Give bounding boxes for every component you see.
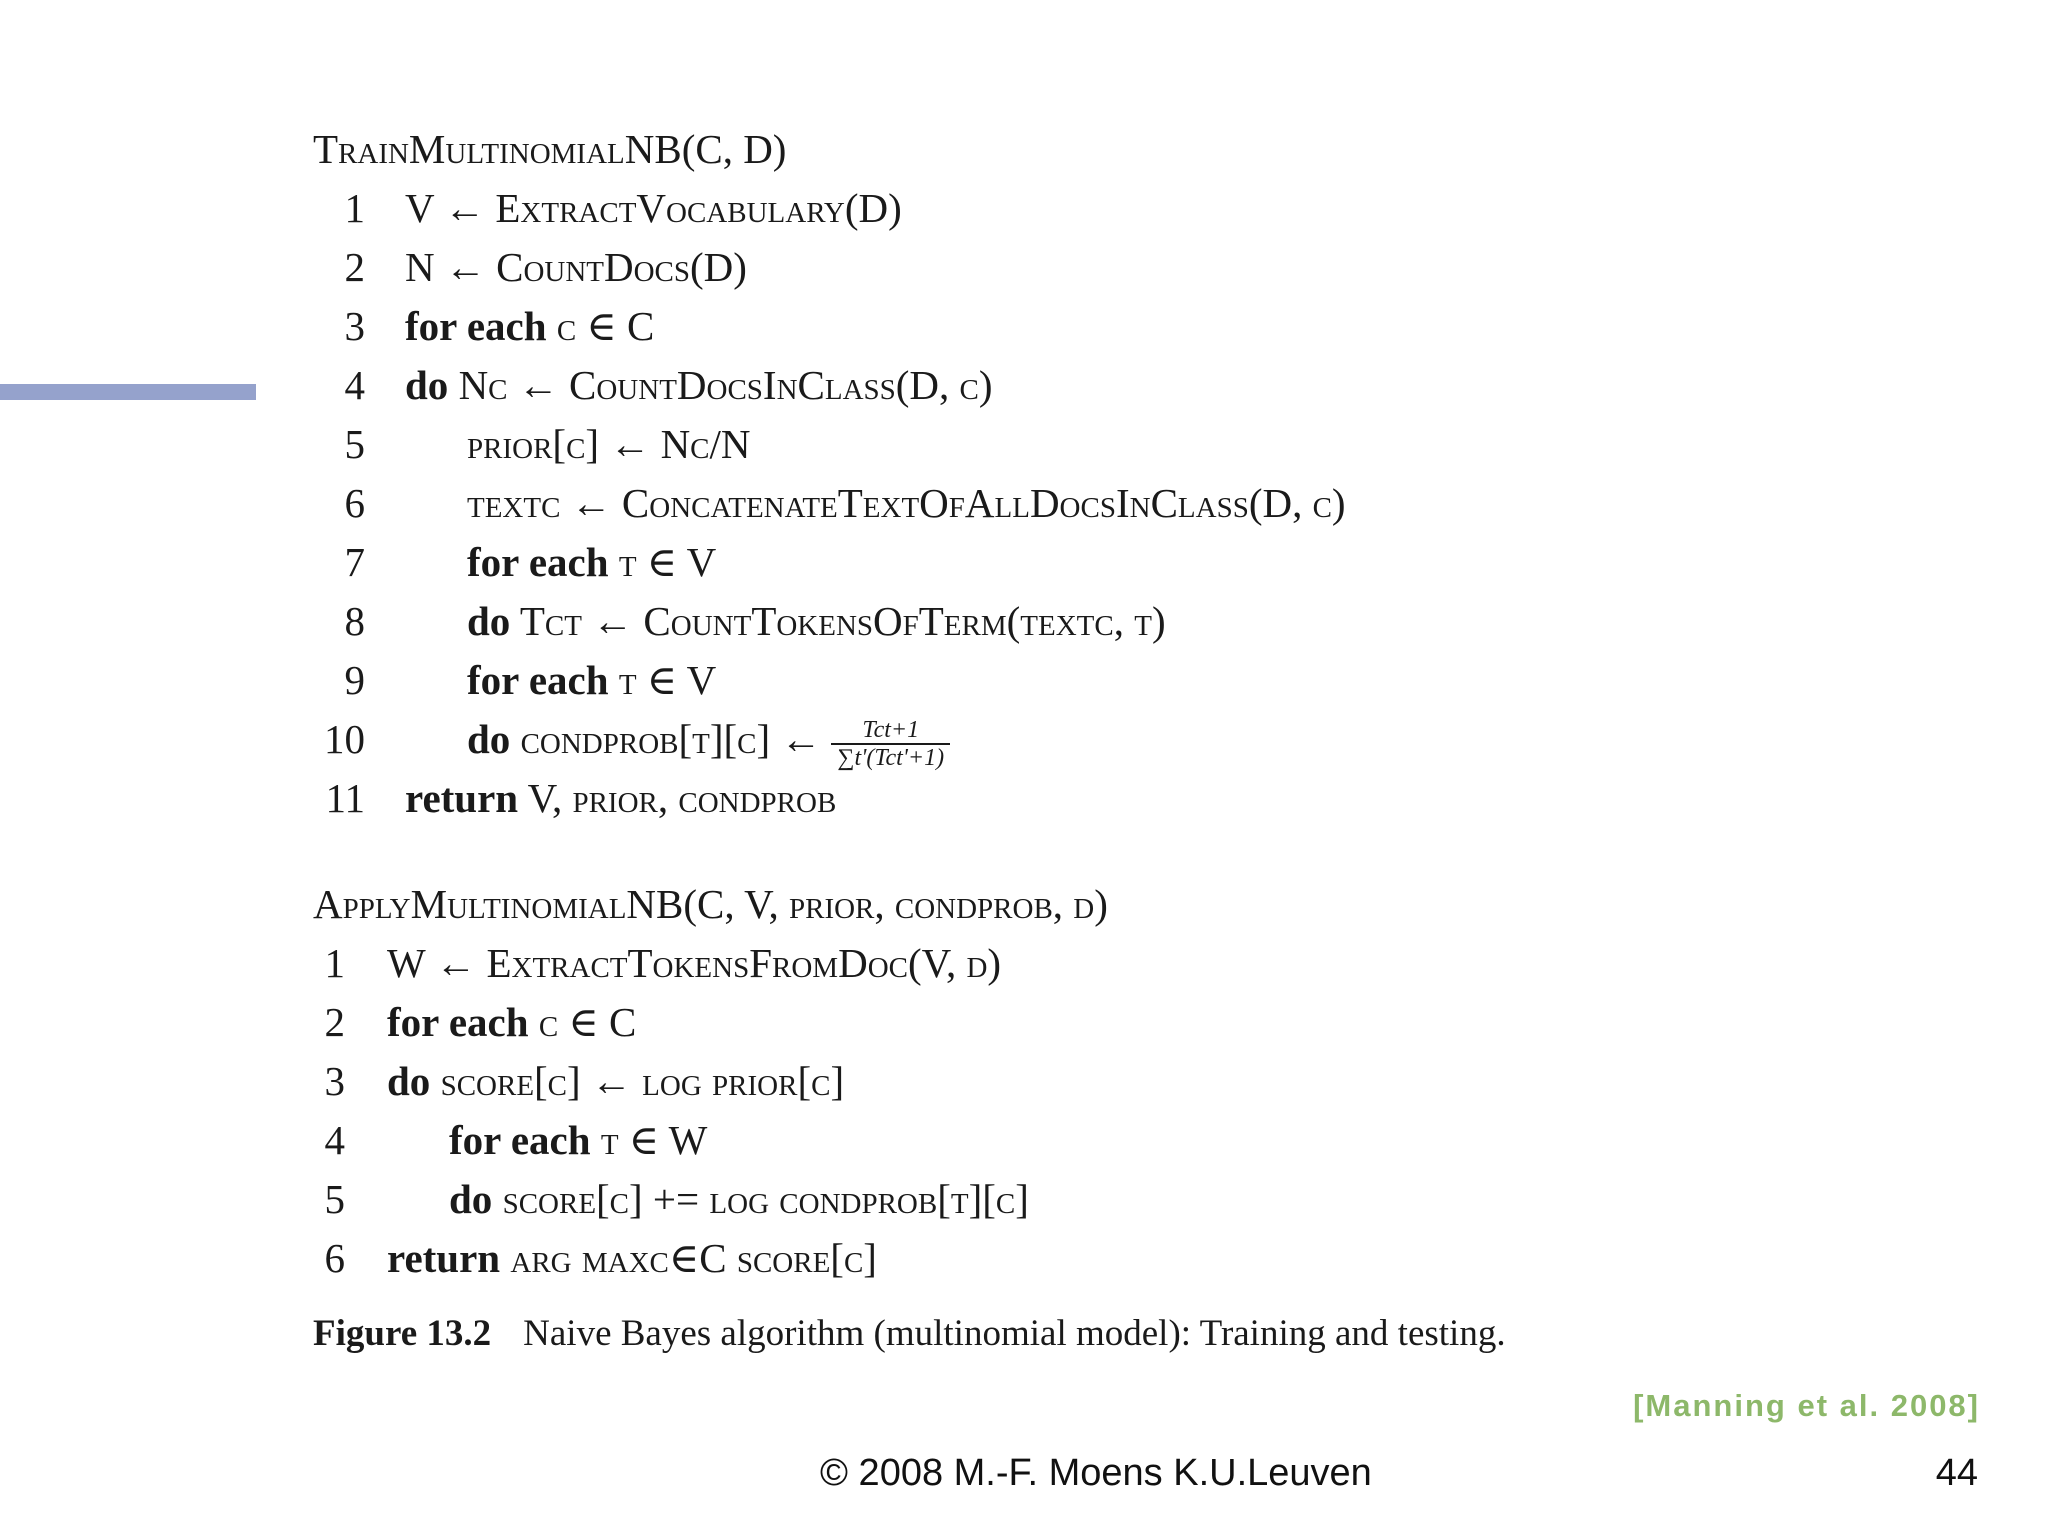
train-lines	[313, 179, 1346, 828]
line-number: 5	[344, 421, 365, 467]
figure-caption	[313, 1312, 1506, 1355]
train-line-7	[313, 533, 786, 592]
code-text	[405, 179, 902, 238]
accent-bar	[0, 384, 256, 400]
line-number: 6	[344, 480, 365, 526]
train-line-11	[313, 769, 837, 828]
code-text	[405, 297, 654, 356]
apply-line-4	[313, 1111, 1108, 1170]
line-number: 1	[344, 185, 365, 231]
apply-line-6	[313, 1229, 1108, 1288]
line-number: 5	[324, 1176, 345, 1222]
code-text	[467, 710, 950, 771]
line-number: 2	[344, 244, 365, 290]
apply-line-1	[313, 934, 1108, 993]
line-number: 4	[324, 1117, 345, 1163]
code-text	[387, 993, 636, 1052]
apply-heading: ApplyMultinomialNB(C, V, prior, condprob, d)	[313, 881, 1108, 927]
train-line-4	[313, 356, 993, 415]
line-number: 3	[344, 303, 365, 349]
line-number: 9	[344, 657, 365, 703]
footer-copyright: © 2008 M.-F. Moens K.U.Leuven	[820, 1452, 1372, 1494]
statement: c ∈ C	[528, 999, 637, 1045]
statement: Nc ← CountDocsInClass(D, c)	[448, 362, 993, 408]
statement: textc ← ConcatenateTextOfAllDocsInClass(D, c)	[467, 480, 1346, 526]
code-text	[467, 592, 1166, 651]
line-number: 4	[344, 362, 365, 408]
keyword: do	[387, 1058, 431, 1104]
statement: N ← CountDocs(D)	[405, 244, 747, 290]
condprob-fraction	[831, 717, 950, 771]
apply-lines	[313, 934, 1108, 1288]
code-text	[467, 533, 716, 592]
line-number: 7	[344, 539, 365, 585]
keyword: do	[467, 716, 511, 762]
train-algorithm	[313, 120, 1346, 828]
citation: [Manning et al. 2008]	[1633, 1388, 1980, 1423]
code-text	[467, 651, 716, 710]
statement: t ∈ W	[590, 1117, 708, 1163]
page-number: 44	[1935, 1452, 1978, 1494]
code-text	[387, 1052, 844, 1111]
train-line-1	[313, 179, 902, 238]
keyword: for each	[405, 303, 547, 349]
statement: score[c] += log condprob[t][c]	[492, 1176, 1029, 1222]
statement: V, prior, condprob	[518, 775, 837, 821]
statement: arg maxc∈C score[c]	[500, 1235, 877, 1281]
keyword: do	[405, 362, 449, 408]
code-text	[449, 1111, 707, 1170]
code-text	[405, 238, 747, 297]
line-number: 2	[324, 999, 345, 1045]
line-number: 1	[324, 940, 345, 986]
statement: c ∈ C	[546, 303, 655, 349]
keyword: do	[467, 598, 511, 644]
keyword: for each	[467, 539, 609, 585]
keyword: return	[387, 1235, 501, 1281]
fraction-denominator: ∑t'(Tct'+1)	[837, 744, 945, 771]
line-number: 8	[344, 598, 365, 644]
line-number: 6	[324, 1235, 345, 1281]
fraction-numerator: Tct+1	[831, 717, 950, 745]
code-text	[387, 934, 1001, 993]
line-number: 11	[325, 775, 365, 821]
apply-algorithm	[313, 875, 1108, 1288]
train-line-10	[313, 710, 945, 771]
statement: Tct ← CountTokensOfTerm(textc, t)	[510, 598, 1166, 644]
train-line-2	[313, 238, 786, 297]
code-text	[405, 356, 993, 415]
keyword: for each	[467, 657, 609, 703]
code-text	[449, 1170, 1029, 1229]
statement: prior[c] ← Nc/N	[467, 421, 751, 467]
apply-line-2	[313, 993, 1108, 1052]
statement: score[c] ← log prior[c]	[430, 1058, 845, 1104]
statement: W ← ExtractTokensFromDoc(V, d)	[387, 940, 1002, 986]
statement: condprob[t][c] ←	[510, 716, 822, 762]
statement: t ∈ V	[608, 539, 717, 585]
code-text	[467, 474, 1346, 533]
train-heading: TrainMultinomialNB(C, D)	[313, 126, 787, 172]
apply-line-5	[313, 1170, 1108, 1229]
figure-caption-text: Naive Bayes algorithm (multinomial model): Training and testing.	[523, 1313, 1506, 1354]
train-line-3	[313, 297, 786, 356]
keyword: for each	[387, 999, 529, 1045]
code-text	[405, 769, 836, 828]
train-line-6	[313, 474, 1346, 533]
line-number: 3	[324, 1058, 345, 1104]
figure-label: Figure 13.2	[313, 1313, 492, 1354]
apply-line-3	[313, 1052, 1108, 1111]
keyword: return	[405, 775, 519, 821]
keyword: for each	[449, 1117, 591, 1163]
code-text	[467, 415, 751, 474]
train-line-5	[313, 415, 786, 474]
train-line-9	[313, 651, 786, 710]
code-text	[387, 1229, 877, 1288]
train-line-8	[313, 592, 1166, 651]
keyword: do	[449, 1176, 493, 1222]
line-number: 10	[324, 716, 365, 762]
statement: t ∈ V	[608, 657, 717, 703]
statement: V ← ExtractVocabulary(D)	[405, 185, 902, 231]
